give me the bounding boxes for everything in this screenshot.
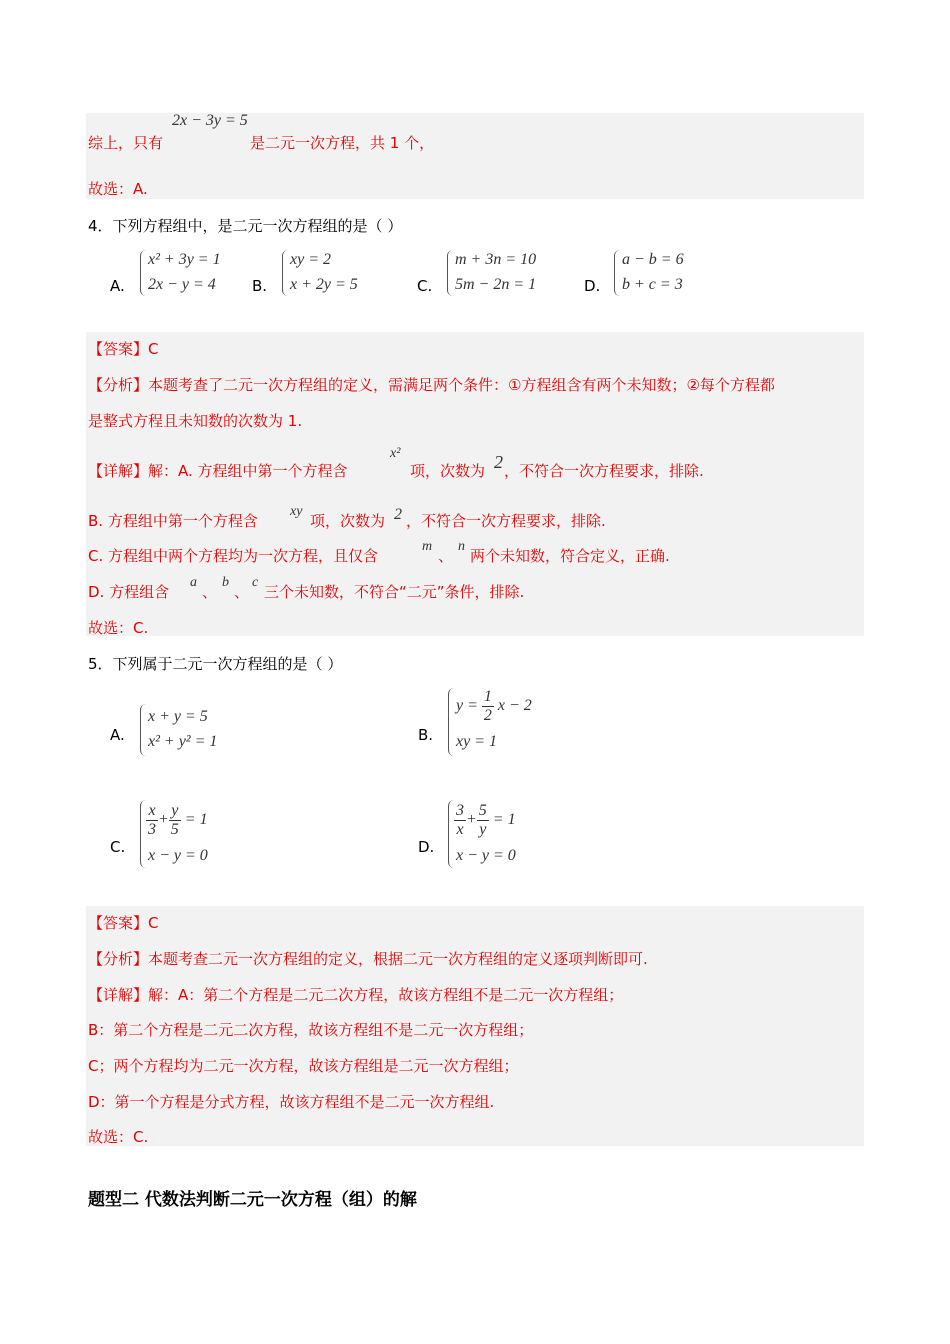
q4-detail-b-math2: 2	[394, 506, 402, 523]
q5-question: 5．下列属于二元一次方程组的是（ ）	[88, 655, 343, 673]
q4-choice: 故选：C.	[88, 619, 149, 637]
q5-option-b-eq1-lhs: y =	[456, 696, 478, 714]
q5-option-c-eq2: x − y = 0	[148, 847, 208, 864]
q5-answer: 【答案】C	[88, 914, 159, 932]
q4-detail-d-math3: c	[252, 575, 259, 590]
q4-option-b-brace	[282, 250, 289, 296]
q5-option-d-eq1: $\frac{3}{x}$ + $\frac{5}{y}$ = 1	[456, 802, 516, 838]
q4-option-c-label[interactable]: C.	[417, 277, 433, 295]
q4-detail-b-math1: xy	[290, 504, 303, 519]
q5-detail-2: B：第二个方程是二元二次方程，故该方程组不是二元一次方程组；	[88, 1021, 534, 1039]
q5-option-b-eq2: xy = 1	[456, 733, 497, 750]
q4-option-b-label[interactable]: B.	[252, 277, 268, 295]
q5-option-d-frac2: $\frac{5}{y}$	[478, 802, 487, 838]
q5-option-d-eq2: x − y = 0	[456, 847, 516, 864]
q4-detail-d-text4: 三个未知数，不符合“二元”条件，排除.	[264, 583, 525, 601]
q4-detail-a-text2: 项，次数为	[410, 462, 486, 480]
q4-detail-d-text3: 、	[234, 583, 250, 601]
q3-summary-math: 2x − 3y = 5	[172, 112, 248, 129]
q4-analysis-1: 【分析】本题考查了二元一次方程组的定义，需满足两个条件：①方程组含有两个未知数；②每个方程都	[88, 376, 775, 394]
q4-detail-a-text3: ，不符合一次方程要求，排除.	[504, 462, 704, 480]
q4-detail-c-text3: 两个未知数，符合定义，正确.	[470, 547, 670, 565]
q4-detail-b-text1: B. 方程组中第一个方程含	[88, 512, 258, 530]
q3-summary-prefix: 综上，只有	[88, 134, 164, 152]
q5-choice: 故选：C.	[88, 1128, 149, 1146]
q4-option-a-eq1: x² + 3y = 1	[148, 251, 221, 268]
q5-option-c-frac2: $\frac{y}{5}$	[170, 802, 179, 838]
q4-detail-c-text2: 、	[438, 547, 454, 565]
q5-detail-3: C；两个方程均为二元一次方程，故该方程组是二元一次方程组；	[88, 1057, 519, 1075]
q3-choice: 故选：A.	[88, 180, 148, 198]
q4-option-d-brace	[614, 250, 621, 296]
q4-detail-d-math2: b	[222, 575, 229, 590]
q4-detail-c-math1: m	[422, 539, 433, 554]
q5-option-b-eq1	[456, 688, 532, 724]
q4-option-c-eq2: 5m − 2n = 1	[455, 276, 537, 293]
q4-analysis-2: 是整式方程且未知数的次数为 1.	[88, 412, 303, 430]
q4-option-c-brace	[447, 250, 454, 296]
q5-option-b-label[interactable]: B.	[418, 726, 434, 744]
q4-option-b-eq2: x + 2y = 5	[290, 276, 358, 293]
q5-option-d-frac1: $\frac{3}{x}$	[456, 802, 464, 838]
q5-option-a-brace	[140, 704, 147, 756]
q4-option-b-eq1: xy = 2	[290, 251, 331, 268]
q4-option-a-eq2: 2x − y = 4	[148, 276, 216, 293]
q4-detail-d-text1: D. 方程组含	[88, 583, 170, 601]
q5-option-b-eq1-rhs: x − 2	[497, 696, 532, 714]
q4-detail-d-text2: 、	[202, 583, 218, 601]
q5-option-a-eq1: x + y = 5	[148, 708, 208, 725]
q5-option-a-label[interactable]: A.	[110, 726, 125, 744]
q5-detail-4: D：第一个方程是分式方程，故该方程组不是二元一次方程组.	[88, 1093, 495, 1111]
q4-detail-a-text1: 【详解】解：A. 方程组中第一个方程含	[88, 462, 348, 480]
q5-option-b-frac: $\frac{1}{2}$	[483, 688, 492, 724]
q4-option-d-label[interactable]: D.	[584, 277, 601, 295]
q5-option-d-label[interactable]: D.	[418, 838, 435, 856]
q5-option-b-brace	[448, 688, 455, 756]
q4-option-d-eq2: b + c = 3	[622, 276, 683, 293]
q5-analysis: 【分析】本题考查二元一次方程组的定义，根据二元一次方程组的定义逐项判断即可.	[88, 950, 648, 968]
q3-summary-suffix: 是二元一次方程，共 1 个，	[250, 134, 435, 152]
q4-option-d-eq1: a − b = 6	[622, 251, 684, 268]
q4-detail-a-math2: 2	[494, 452, 503, 472]
q4-option-c-eq1: m + 3n = 10	[455, 251, 537, 268]
q5-option-a-eq2: x² + y² = 1	[148, 733, 218, 750]
section-heading: 题型二 代数法判断二元一次方程（组）的解	[88, 1190, 417, 1210]
q4-detail-a-math1: x²	[390, 446, 401, 461]
q4-detail-b-text2: 项，次数为	[310, 512, 386, 530]
q4-detail-b-text3: ，不符合一次方程要求，排除.	[406, 512, 606, 530]
q5-detail-1: 【详解】解：A：第二个方程是二元二次方程，故该方程组不是二元一次方程组；	[88, 986, 624, 1004]
q4-detail-d-math1: a	[190, 575, 197, 590]
q4-detail-c-text1: C. 方程组中两个方程均为一次方程，且仅含	[88, 547, 379, 565]
q4-option-a-brace	[140, 250, 147, 296]
q5-option-c-frac1: $\frac{x}{3}$	[148, 802, 156, 838]
q5-option-c-eq1: $\frac{x}{3}$ + $\frac{y}{5}$ = 1	[148, 802, 208, 838]
q4-option-a-label[interactable]: A.	[110, 277, 125, 295]
q4-question: 4．下列方程组中，是二元一次方程组的是（ ）	[88, 217, 403, 235]
q4-answer: 【答案】C	[88, 340, 159, 358]
q5-option-c-label[interactable]: C.	[110, 838, 126, 856]
q4-detail-c-math2: n	[458, 539, 465, 554]
